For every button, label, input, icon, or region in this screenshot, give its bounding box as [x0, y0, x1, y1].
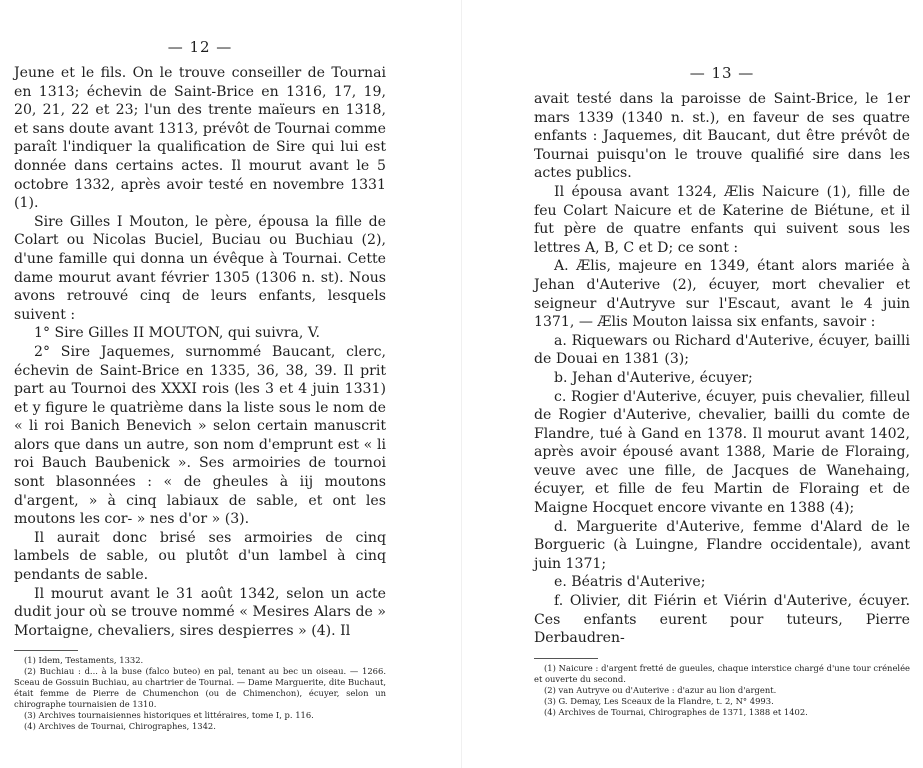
right-page-body	[534, 90, 910, 648]
footnote: (4) Archives de Tournai, Chirographes, 1342.	[24, 721, 216, 732]
list-item: 2° Sire Jaquemes, surnommé Baucant, clerc, échevin de Saint-Brice en 1335, 36, 38, 39. Il prit part au Tournoi des XXXI rois (les 3 et 4 juin 1331) et y figure le quatrième dans la liste sous le nom de « li roi Banich Benevich » selon certain manuscrit alors que dans un autre, son nom d'emprunt est « li roi Bauch Baubenick ». Ses armoiries de tournoi sont blasonnées : « de gheules à iij moutons d'argent, » à cinq labiaux de sable, et ont les moutons les cor- » nes d'or » (3).	[14, 343, 386, 528]
list-item: A. Ælis, majeure en 1349, étant alors mariée à Jehan d'Auterive (2), écuyer, mort chevalier et seigneur d'Autryve sur l'Escaut, avant le 4 juin 1371, — Ælis Mouton laissa six enfants, savoir :	[534, 258, 910, 331]
paragraph: Il aurait donc brisé ses armoiries de cinq lambels de sable, ou plutôt d'un lambel à cinq pendants de sable.	[14, 529, 386, 584]
paragraph: Il mourut avant le 31 août 1342, selon un acte dudit jour où se trouve nommé « Mesires Alars de » Mortaigne, chevaliers, sires despierres » (4). Il	[14, 585, 386, 639]
right-page-number: — 13 —	[689, 64, 755, 82]
list-item: 1° Sire Gilles II MOUTON, qui suivra, V.	[34, 325, 321, 342]
left-page-number: — 12 —	[167, 38, 233, 56]
list-item: c. Rogier d'Auterive, écuyer, puis chevalier, filleul de Rogier d'Auterive, chevalier, bailli du comte de Flandre, tué à Gand en 1378. Il mourut avant 1402, après avoir épousé avant 1388, Marie de Floraing, veuve avec une fille, de Jacques de Wanehaing, écuyer, et fille de feu Martin de Floraing et de Maigne Hocquet encore vivante en 1388 (4);	[534, 388, 910, 517]
footnote-divider	[14, 650, 78, 651]
list-item: f. Olivier, dit Fiérin et Viérin d'Auterive, écuyer. Ces enfants eurent pour tuteurs, Pierre Derbaudren-	[534, 593, 910, 647]
list-item: d. Marguerite d'Auterive, femme d'Alard de le Borgueric (à Luingne, Flandre occidentale), avant juin 1371;	[534, 518, 910, 572]
left-footnotes	[14, 655, 386, 732]
paragraph: avait testé dans la paroisse de Saint-Brice, le 1er mars 1339 (1340 n. st.), en faveur de ses quatre enfants : Jaquemes, dit Baucant, dut être prévôt de Tournai puisqu'on le trouve qualifié sire dans les actes publics.	[534, 91, 910, 182]
list-item: b. Jehan d'Auterive, écuyer;	[554, 369, 753, 386]
footnote: (2) Buchiau : d... à la buse (falco buteo) en pal, tenant au bec un oiseau. — 1266. Sceau de Gossuin Buchiau, au chartrier de Tournai. — Dame Marguerite, dite Buchaut, était femme de Pierre de Chumenchon (ou de Chimenchon), écuyer, selon un chirographe tournaisien de 1310.	[14, 666, 386, 710]
left-page-body	[14, 64, 386, 640]
footnote: (3) G. Demay, Les Sceaux de la Flandre, t. 2, N° 4993.	[544, 695, 774, 706]
list-item: e. Béatris d'Auterive;	[554, 574, 706, 591]
footnote: (1) Idem, Testaments, 1332.	[24, 655, 144, 666]
footnote: (3) Archives tournaisiennes historiques et littéraires, tome I, p. 116.	[24, 710, 314, 721]
right-page	[534, 64, 910, 718]
paragraph: Il épousa avant 1324, Ælis Naicure (1), fille de feu Colart Naicure et de Katerine de Biétune, et il fut père de quatre enfants qui suivent sous les lettres A, B, C et D; ce sont :	[534, 183, 910, 256]
footnote-divider	[534, 658, 598, 659]
list-item: a. Riquewars ou Richard d'Auterive, écuyer, bailli de Douai en 1381 (3);	[534, 332, 910, 368]
paragraph: Sire Gilles I Mouton, le père, épousa la fille de Colart ou Nicolas Buciel, Buciau ou Buchiau (2), d'une famille qui donna un évêque à Tournai. Cette dame mourut avant février 1305 (1306 n. st). Nous avons retrouvé cinq de leurs enfants, lesquels suivent :	[14, 213, 386, 323]
book-gutter	[461, 0, 462, 768]
footnote: (1) Naicure : d'argent fretté de gueules, chaque interstice chargé d'une tour crénelée et ouverte du second.	[534, 662, 910, 684]
paragraph: Jeune et le fils. On le trouve conseiller de Tournai en 1313; échevin de Saint-Brice en 1316, 17, 19, 20, 21, 22 et 23; l'un des trente maïeurs en 1318, et sans doute avant 1313, prévôt de Tournai comme paraît l'indiquer la qualification de Sire qui lui est donnée dans certains actes. Il mourut avant le 5 octobre 1332, après avoir testé en novembre 1331 (1).	[14, 65, 386, 212]
left-page	[14, 38, 386, 732]
footnote: (4) Archives de Tournai, Chirographes de 1371, 1388 et 1402.	[544, 706, 808, 717]
footnote: (2) van Autryve ou d'Auterive : d'azur au lion d'argent.	[544, 684, 777, 695]
right-footnotes	[534, 663, 910, 718]
